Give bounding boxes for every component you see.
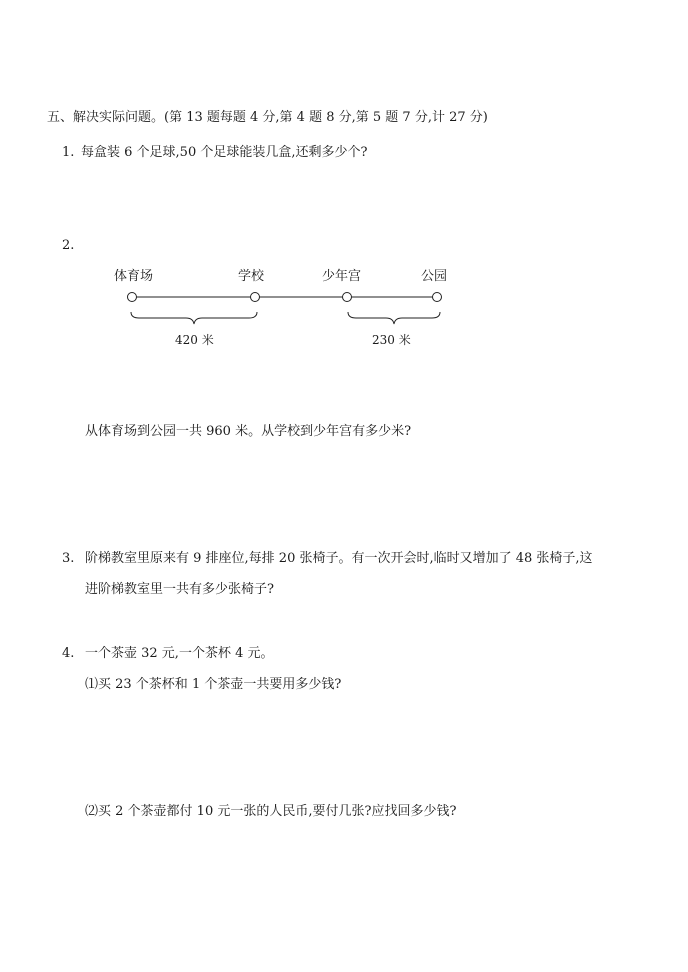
point-label-stadium: 体育场 bbox=[114, 269, 154, 284]
point-label-youth-palace: 少年宫 bbox=[322, 269, 362, 284]
question-3-line-1: 阶梯教室里原来有 9 排座位,每排 20 张椅子。有一次开会时,临时又增加了 48 张椅子,这 bbox=[85, 551, 593, 566]
question-4-sub-1: ⑴买 23 个茶杯和 1 个茶壶一共要用多少钱? bbox=[85, 677, 342, 692]
question-3-line-2: 进阶梯教室里一共有多少张椅子? bbox=[85, 582, 274, 597]
question-2-text: 从体育场到公园一共 960 米。从学校到少年宫有多少米? bbox=[85, 424, 412, 439]
question-4-sub-2: ⑵买 2 个茶壶都付 10 元一张的人民币,要付几张?应找回多少钱? bbox=[85, 804, 457, 819]
brace-left-label: 420 米 bbox=[175, 333, 214, 347]
point-label-school: 学校 bbox=[238, 269, 265, 284]
brace-left bbox=[131, 312, 257, 324]
brace-right-label: 230 米 bbox=[372, 333, 411, 347]
point-marker-stadium bbox=[128, 293, 137, 302]
section-title: 五、解决实际问题。(第 13 题每题 4 分,第 4 题 8 分,第 5 题 7 分,计 27 分) bbox=[47, 110, 488, 125]
question-2-number: 2. bbox=[62, 238, 75, 253]
question-3-number: 3. bbox=[62, 551, 75, 566]
point-marker-school bbox=[251, 293, 260, 302]
question-1-text: 每盒装 6 个足球,50 个足球能装几盒,还剩多少个? bbox=[81, 145, 368, 160]
point-label-park: 公园 bbox=[421, 269, 448, 284]
question-1-number: 1. bbox=[62, 145, 75, 160]
point-marker-youth-palace bbox=[343, 293, 352, 302]
brace-right bbox=[348, 312, 440, 324]
point-marker-park bbox=[433, 293, 442, 302]
question-4-number: 4. bbox=[62, 646, 75, 661]
question-4-text: 一个茶壶 32 元,一个茶杯 4 元。 bbox=[85, 646, 274, 661]
